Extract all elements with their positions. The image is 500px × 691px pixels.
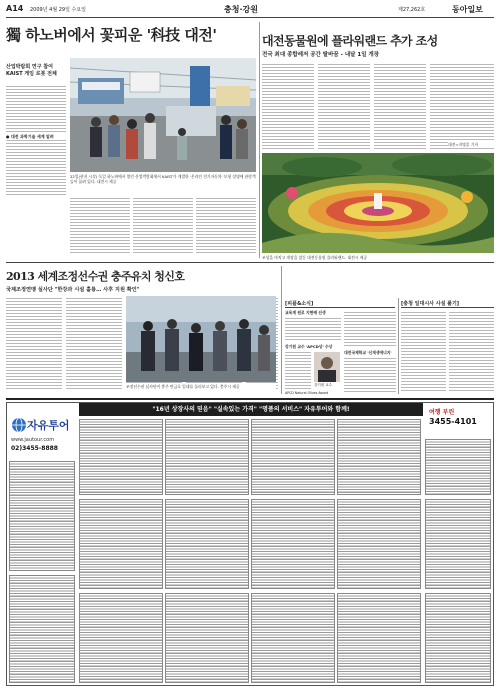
ad-listing-1[interactable] (9, 461, 75, 571)
people-item2-heading: 강기원 교수 'APCD상' 수상 (285, 344, 333, 349)
ad-banner-text: "16년 상장사의 믿음" "실속있는 가격" "명품의 서비스" 자유투어와 함께! (152, 406, 350, 413)
officials-image (126, 296, 276, 382)
date-line: 2009년 4월 29일 수요일 (30, 7, 87, 13)
ad-listing-4[interactable] (251, 419, 335, 495)
ad-listing-16[interactable] (337, 593, 421, 683)
hanover-intro-heading (6, 134, 66, 140)
travel-phone: 02)3455-8888 (11, 445, 58, 452)
hanover-body-col-2 (133, 196, 193, 254)
ad-listing-10[interactable] (337, 499, 421, 589)
person-portrait-icon (314, 352, 340, 382)
people-col-1 (285, 316, 341, 342)
ad-listing-12[interactable] (9, 575, 75, 683)
portrait-caption: 강기원 교수 (314, 383, 333, 387)
people-col-2b (344, 356, 396, 392)
column-divider-2 (281, 266, 282, 394)
flower-land-image (262, 153, 494, 253)
zoo-body-col-2 (318, 62, 370, 150)
travel-logo-box[interactable] (9, 405, 75, 457)
travel-url[interactable]: www.jautour.com (11, 437, 55, 443)
right-ad-phone: 3455-4101 (429, 417, 477, 426)
hanover-body-col-3 (196, 196, 256, 254)
portrait-photo (314, 352, 340, 382)
zoo-photo (262, 153, 494, 253)
ad-listing-2[interactable] (79, 419, 163, 495)
youth-body-col-1 (6, 296, 62, 390)
youth-subhead: 국제조정연맹 실사단 "한강과 시설 훌륭… 사후 지원 확인" (6, 287, 140, 293)
youth-photo-caption: 조정선수권 실사단이 충주 탄금호 일대를 둘러보고 있다. 충주시 제공 (126, 384, 276, 390)
hanover-subheads (6, 64, 66, 78)
ad-listing-14[interactable] (165, 593, 249, 683)
people-item1-heading: 교육계 원로 지현배 선생 (285, 310, 326, 315)
hanover-body-col-1 (70, 196, 130, 254)
right-ad-brand: 여행 부린 (429, 409, 455, 416)
youth-photo (126, 296, 276, 382)
header-rule (6, 17, 494, 18)
paper-name: 동아일보 (452, 5, 483, 14)
ad-listing-7[interactable] (79, 499, 163, 589)
ad-listing-6[interactable] (425, 439, 491, 495)
ad-listing-15[interactable] (251, 593, 335, 683)
ad-listing-5[interactable] (337, 419, 421, 495)
column-col-1 (401, 310, 446, 392)
hanover-photo-caption: 22일(현지 시각) 독일 하노버에서 열린 산업박람회에서 KAIST가 개발한 '온라인 전기자동차' 모형 설명에 관람객들이 몰려 있다. 대전시 제공 (70, 174, 256, 184)
people-col-1b (285, 350, 311, 390)
issue-number: 제27,262호 (398, 7, 426, 13)
zoo-body-col-3 (374, 62, 426, 150)
ad-listing-11[interactable] (425, 499, 491, 589)
zoo-body-col-1 (262, 62, 314, 150)
hanover-headline: 獨 하노버에서 꽃피운 '科技 대전' (6, 26, 217, 44)
people-header: [피플&소식] (285, 300, 395, 308)
zoo-photo-caption: 조성을 마치고 개장을 앞둔 대전동물원 플라워랜드. 대전시 제공 (262, 255, 368, 260)
zoo-subhead: 전국 최대 종합레저 공간 탈바꿈 - 내달 1일 개장 (262, 52, 380, 58)
globe-logo-icon (11, 417, 27, 433)
travel-logo-text: 자유투어 (27, 419, 70, 432)
exhibition-hall-image (70, 58, 256, 172)
ad-listing-8[interactable] (165, 499, 249, 589)
right-ad-box[interactable] (425, 405, 491, 435)
page-number: A14 (6, 4, 24, 13)
zoo-headline: 대전동물원에 플라워랜드 추가 조성 (262, 34, 438, 48)
hanover-subhead-2: KAIST 게임 로봇 전체 (6, 71, 57, 77)
ad-listing-9[interactable] (251, 499, 335, 589)
column-col-2 (449, 310, 494, 392)
people-col-2 (344, 310, 396, 348)
hanover-photo (70, 58, 256, 172)
ad-listing-3[interactable] (165, 419, 249, 495)
column-divider (259, 22, 260, 258)
column-divider-3 (398, 298, 399, 394)
page-header (6, 4, 494, 16)
youth-body-col-2 (66, 296, 122, 390)
hanover-body-heading: ● 대전 과학기술 세계 알려 (6, 134, 54, 139)
ads-rule (6, 398, 494, 400)
section-rule-1 (6, 262, 494, 263)
award-caption: APCD Natural Olives Award (285, 391, 329, 395)
hanover-subhead-1: 산업박람회 연구 참여 (6, 64, 53, 70)
hanover-intro-text (6, 84, 66, 196)
zoo-byline: 대전=지명훈 기자 (448, 142, 494, 148)
column-header: [충청 일대시사 사설 풀기] (401, 300, 494, 308)
section-title: 충청·강원 (224, 5, 258, 14)
youth-headline: 2013 세계조정선수권 충주유치 청신호 (6, 270, 185, 283)
ad-listing-17[interactable] (425, 593, 491, 683)
ad-section (6, 402, 494, 686)
ad-listing-13[interactable] (79, 593, 163, 683)
ad-banner (79, 403, 423, 416)
zoo-body-col-4 (430, 62, 494, 150)
people-item3-heading: 대전국제학교 '신재생에너지' (344, 350, 392, 355)
